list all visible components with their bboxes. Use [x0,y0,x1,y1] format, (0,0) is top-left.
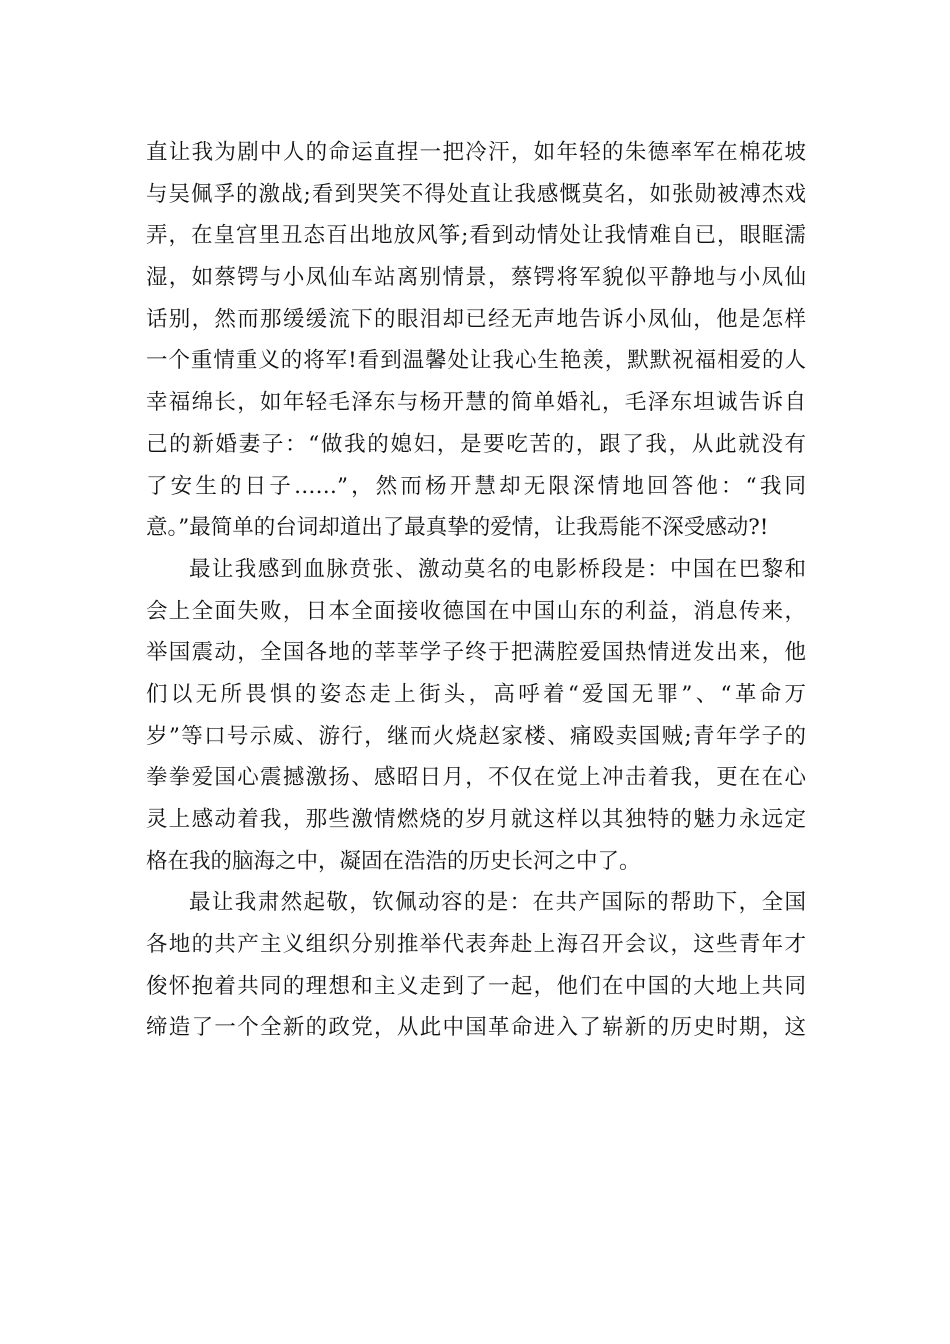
text-line: 格在我的脑海之中，凝固在浩浩的历史长河之中了。 [146,848,641,874]
paragraph-2 [146,549,806,883]
text-line: 己的新婚妻子：“做我的媳妇，是要吃苦的，跟了我，从此就没有 [146,431,806,457]
text-line: 最让我肃然起敬，钦佩动容的是：在共产国际的帮助下，全国 [189,890,806,916]
text-line: 缔造了一个全新的政党，从此中国革命进入了崭新的历史时期，这 [146,1015,806,1041]
text-line: 灵上感动着我，那些激情燃烧的岁月就这样以其独特的魅力永远定 [146,807,806,832]
text-line: 直让我为剧中人的命运直捏一把冷汗，如年轻的朱德率军在棉花坡 [146,140,806,165]
text-line: 幸福绵长，如年轻毛泽东与杨开慧的简单婚礼，毛泽东坦诚告诉自 [146,390,806,416]
text-line: 举国震动，全国各地的莘莘学子终于把满腔爱国热情迸发出来，他 [146,640,806,666]
text-line: 弄，在皇宫里丑态百出地放风筝;看到动情处让我情难自已，眼眶濡 [146,223,806,249]
body-text [146,132,806,1049]
text-line: 与吴佩孚的激战;看到哭笑不得处直让我感慨莫名，如张勋被溥杰戏 [146,181,806,207]
text-line: 俊怀抱着共同的理想和主义走到了一起，他们在中国的大地上共同 [146,973,806,999]
text-line: 意。”最简单的台词却道出了最真挚的爱情，让我焉能不深受感动?! [146,515,769,541]
text-line: 最让我感到血脉贲张、激动莫名的电影桥段是：中国在巴黎和 [189,556,806,582]
text-line: 各地的共产主义组织分别推举代表奔赴上海召开会议，这些青年才 [146,932,806,958]
text-line: 岁”等口号示威、游行，继而火烧赵家楼、痛殴卖国贼;青年学子的 [146,723,806,749]
text-line: 了安生的日子……”，然而杨开慧却无限深情地回答他：“我同 [146,473,806,499]
text-line: 们以无所畏惧的姿态走上街头，高呼着“爱国无罪”、“革命万 [146,681,806,707]
text-line: 话别，然而那缓缓流下的眼泪却已经无声地告诉小凤仙，他是怎样 [146,306,806,332]
paragraph-3 [146,882,806,1049]
text-line: 会上全面失败，日本全面接收德国在中国山东的利益，消息传来， [146,598,806,624]
paragraph-1 [146,132,806,549]
text-line: 湿，如蔡锷与小凤仙车站离别情景，蔡锷将军貌似平静地与小凤仙 [146,265,806,291]
text-line: 拳拳爱国心震撼激扬、感昭日月，不仅在觉上冲击着我，更在在心 [146,765,806,791]
text-line: 一个重情重义的将军!看到温馨处让我心生艳羡，默默祝福相爱的人 [146,348,806,374]
